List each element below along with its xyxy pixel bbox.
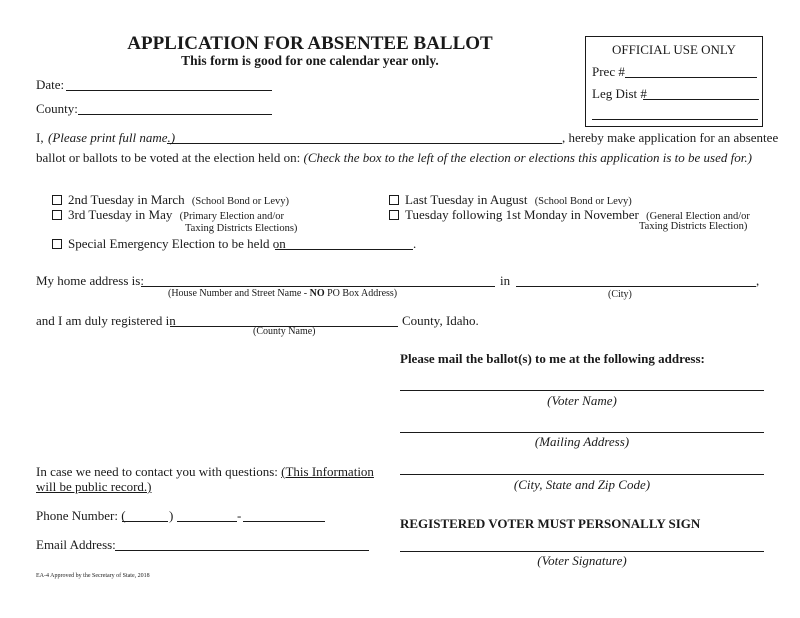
form-subtitle: This form is good for one calendar year only. xyxy=(181,53,439,68)
make-application-text: , hereby make application for an absentee xyxy=(562,130,779,145)
august-checkbox[interactable] xyxy=(389,195,399,205)
date-label: Date: xyxy=(36,77,65,92)
official-extra-field[interactable] xyxy=(592,119,758,120)
august-note: (School Bond or Levy) xyxy=(534,196,632,207)
voter-name-caption: (Voter Name) xyxy=(547,393,617,408)
may-note-1: (Primary Election and/or xyxy=(179,211,285,222)
street-caption-no: NO xyxy=(309,288,325,299)
county-field[interactable] xyxy=(78,114,272,115)
leg-dist-field[interactable] xyxy=(643,99,759,100)
contact-intro-text: In case we need to contact you with questions: xyxy=(36,464,278,479)
county-name-caption: (County Name) xyxy=(253,326,316,337)
prec-label: Prec # xyxy=(592,64,625,79)
special-date-field[interactable] xyxy=(275,249,413,250)
form-title: APPLICATION FOR ABSENTEE BALLOT xyxy=(127,33,493,54)
november-note-1: (General Election and/or xyxy=(646,211,750,222)
november-note-2: Taxing Districts Election) xyxy=(639,221,748,232)
street-address-field[interactable] xyxy=(141,286,495,287)
email-field[interactable] xyxy=(115,550,369,551)
approval-footer: EA-4 Approved by the Secretary of State, 2018 xyxy=(36,573,150,579)
street-caption-post: PO Box Address) xyxy=(324,288,398,299)
election-option-august[interactable] xyxy=(389,192,632,208)
in-label: in xyxy=(500,273,511,288)
mailing-address-field[interactable] xyxy=(400,432,764,433)
prec-field[interactable] xyxy=(625,77,757,78)
print-name-instruction: (Please print full name.) xyxy=(48,130,176,145)
city-state-zip-field[interactable] xyxy=(400,474,764,475)
street-caption xyxy=(168,288,397,299)
phone-paren-close: ) xyxy=(169,508,174,523)
official-use-title: OFFICIAL USE ONLY xyxy=(612,42,736,57)
public-record-note-1: (This Information xyxy=(281,464,374,479)
leg-dist-label: Leg Dist # xyxy=(592,86,647,101)
date-field[interactable] xyxy=(66,90,272,91)
city-state-zip-caption: (City, State and Zip Code) xyxy=(513,477,651,492)
march-note: (School Bond or Levy) xyxy=(191,196,290,207)
voter-signature-field[interactable] xyxy=(400,551,764,552)
special-end: . xyxy=(413,236,417,251)
applicant-intro: I, xyxy=(36,130,44,145)
sign-heading: REGISTERED VOTER MUST PERSONALLY SIGN xyxy=(400,516,701,531)
may-checkbox[interactable] xyxy=(52,210,62,220)
election-option-may[interactable] xyxy=(52,207,284,223)
check-box-instruction: (Check the box to the left of the election or elections this application is to be used for.) xyxy=(303,150,752,165)
may-label: 3rd Tuesday in May xyxy=(68,207,173,222)
may-note-2: Taxing Districts Elections) xyxy=(185,223,298,234)
city-caption: (City) xyxy=(608,289,632,300)
contact-intro xyxy=(36,464,374,480)
registered-in-label: and I am duly registered in xyxy=(36,313,176,328)
november-checkbox[interactable] xyxy=(389,210,399,220)
special-checkbox[interactable] xyxy=(52,239,62,249)
street-caption-pre: (House Number and Street Name - xyxy=(168,288,310,299)
phone-prefix-field[interactable] xyxy=(177,521,237,522)
county-label: County: xyxy=(36,101,78,116)
home-address-label: My home address is: xyxy=(36,273,144,288)
election-held-plain: ballot or ballots to be voted at the election held on: xyxy=(36,150,301,165)
election-option-march[interactable] xyxy=(52,192,289,208)
address-comma: , xyxy=(756,273,760,288)
voter-name-field[interactable] xyxy=(400,390,764,391)
phone-line-field[interactable] xyxy=(243,521,325,522)
november-label: Tuesday following 1st Monday in November xyxy=(405,207,639,222)
public-record-note-2: will be public record.) xyxy=(36,479,152,494)
mailing-address-caption: (Mailing Address) xyxy=(534,434,630,449)
march-checkbox[interactable] xyxy=(52,195,62,205)
election-held-text xyxy=(36,150,752,166)
voter-signature-caption: (Voter Signature) xyxy=(537,553,627,568)
august-label: Last Tuesday in August xyxy=(405,192,528,207)
special-label: Special Emergency Election to be held on xyxy=(68,236,286,251)
phone-area-code-field[interactable] xyxy=(122,521,168,522)
march-label: 2nd Tuesday in March xyxy=(68,192,185,207)
phone-label: Phone Number: ( xyxy=(36,508,126,523)
city-field[interactable] xyxy=(516,286,756,287)
email-label: Email Address: xyxy=(36,537,116,552)
county-idaho-text: County, Idaho. xyxy=(402,313,479,328)
mail-ballot-heading: Please mail the ballot(s) to me at the following address: xyxy=(400,351,705,366)
election-option-special[interactable] xyxy=(52,236,286,252)
phone-dash: - xyxy=(237,508,242,523)
official-use-box xyxy=(585,36,763,127)
full-name-field[interactable] xyxy=(167,143,562,144)
